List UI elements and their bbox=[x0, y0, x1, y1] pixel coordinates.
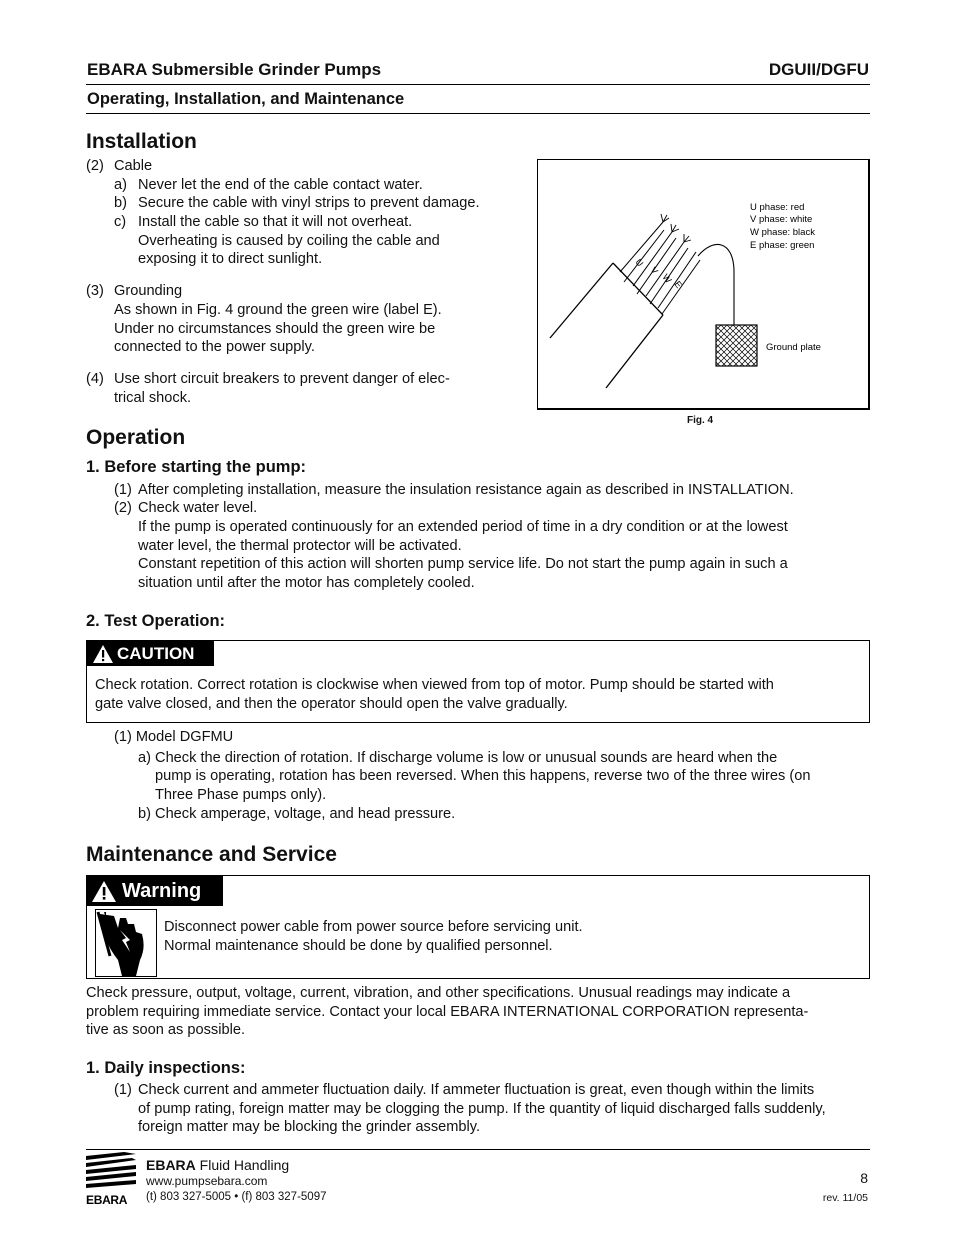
footer-phone: (t) 803 327-5005 • (f) 803 327-5097 bbox=[146, 1191, 327, 1203]
daily-item-text: Check current and ammeter fluctuation daily. If ammeter fluctuation is great, even though within the limits bbox=[138, 1082, 815, 1098]
maintenance-body: tive as soon as possible. bbox=[86, 1022, 245, 1038]
wire-label: E bbox=[672, 279, 685, 290]
wire-label: U bbox=[633, 257, 646, 269]
step1-item-number: (2) bbox=[114, 500, 132, 516]
cable-number: (2) bbox=[86, 158, 104, 174]
cable-item-text: Secure the cable with vinyl strips to prevent damage. bbox=[138, 195, 480, 211]
grounding-text: As shown in Fig. 4 ground the green wire (label E). bbox=[114, 302, 442, 318]
phase-label: E phase: green bbox=[750, 240, 815, 251]
step1-item-number: (1) bbox=[114, 482, 132, 498]
footer-brand-name: EBARA bbox=[146, 1157, 196, 1173]
caution-label: CAUTION bbox=[117, 643, 195, 663]
warning-triangle-icon bbox=[92, 644, 114, 664]
daily-item-text: of pump rating, foreign matter may be clogging the pump. If the quantity of liquid discharged falls suddenly, bbox=[138, 1101, 826, 1117]
caution-tag bbox=[87, 641, 214, 666]
phase-label: U phase: red bbox=[750, 202, 805, 213]
step1-continuation: water level, the thermal protector will be activated. bbox=[138, 538, 462, 554]
header-rule bbox=[86, 84, 870, 85]
grounding-number: (3) bbox=[86, 283, 104, 299]
installation-heading: Installation bbox=[86, 130, 197, 153]
maintenance-body: problem requiring immediate service. Contact your local EBARA INTERNATIONAL CORPORATION representa- bbox=[86, 1004, 809, 1020]
daily-item-number: (1) bbox=[114, 1082, 132, 1098]
cable-item-text: Never let the end of the cable contact water. bbox=[138, 177, 423, 193]
step1-item-text: Check water level. bbox=[138, 500, 258, 516]
cable-item-letter: a) bbox=[114, 177, 127, 193]
document-subtitle: Operating, Installation, and Maintenance bbox=[87, 90, 405, 108]
warning-triangle-icon bbox=[91, 880, 117, 903]
header-rule-2 bbox=[86, 113, 870, 114]
cable-item-letter: c) bbox=[114, 214, 127, 230]
model-code: DGUII/DGFU bbox=[768, 60, 869, 79]
model-b-text: b) Check amperage, voltage, and head pressure. bbox=[138, 806, 456, 822]
model-a-text: a) Check the direction of rotation. If discharge volume is low or unusual sounds are heard when the bbox=[138, 750, 778, 766]
model-line: (1) Model DGFMU bbox=[114, 729, 234, 745]
caution-text: Check rotation. Correct rotation is clockwise when viewed from top of motor. Pump should be started with bbox=[95, 677, 774, 693]
document-title: EBARA Submersible Grinder Pumps bbox=[87, 60, 382, 79]
ebara-logo bbox=[86, 1152, 136, 1206]
warning-label: Warning bbox=[122, 879, 202, 902]
breaker-text: trical shock. bbox=[114, 390, 192, 406]
cable-item-continuation: Overheating is caused by coiling the cable and bbox=[138, 233, 440, 249]
cable-item-text: Install the cable so that it will not overheat. bbox=[138, 214, 413, 230]
electric-hazard-icon bbox=[95, 909, 157, 977]
grounding-text: connected to the power supply. bbox=[114, 339, 315, 355]
grounding-text: Under no circumstances should the green wire be bbox=[114, 321, 436, 337]
footer-rule bbox=[86, 1149, 870, 1150]
step1-item-text: After completing installation, measure the insulation resistance again as described in INSTALLATION. bbox=[138, 482, 794, 498]
caution-text: gate valve closed, and then the operator should open the valve gradually. bbox=[95, 696, 568, 712]
breaker-number: (4) bbox=[86, 371, 104, 387]
cable-label: Cable bbox=[114, 158, 153, 174]
phase-label: W phase: black bbox=[750, 227, 815, 238]
step1-continuation: situation until after the motor has completely cooled. bbox=[138, 575, 475, 591]
daily-heading: 1. Daily inspections: bbox=[86, 1059, 246, 1077]
wire-label: W bbox=[660, 272, 674, 285]
model-a-text: pump is operating, rotation has been reversed. When this happens, reverse two of the three wires (on bbox=[155, 768, 811, 784]
phase-label: V phase: white bbox=[750, 214, 813, 225]
cable-item-continuation: exposing it to direct sunlight. bbox=[138, 251, 323, 267]
revision: rev. 11/05 bbox=[822, 1192, 868, 1204]
cable-item-letter: b) bbox=[114, 195, 127, 211]
ground-plate-label: Ground plate bbox=[766, 342, 821, 353]
logo-text: EBARA bbox=[86, 1193, 128, 1206]
grounding-label: Grounding bbox=[114, 283, 183, 299]
step1-continuation: Constant repetition of this action will shorten pump service life. Do not start the pump again in such a bbox=[138, 556, 788, 572]
model-a-text: Three Phase pumps only). bbox=[155, 787, 327, 803]
daily-item-text: foreign matter may be blocking the grinder assembly. bbox=[138, 1119, 481, 1135]
ground-plate bbox=[716, 325, 757, 366]
wire-label: V bbox=[648, 265, 661, 276]
footer-url[interactable]: www.pumpsebara.com bbox=[146, 1174, 268, 1188]
step2-heading: 2. Test Operation: bbox=[86, 612, 226, 630]
warning-text: Normal maintenance should be done by qualified personnel. bbox=[164, 938, 553, 954]
footer-brand-rest: Fluid Handling bbox=[195, 1157, 290, 1173]
maintenance-heading: Maintenance and Service bbox=[86, 843, 337, 866]
wiring-diagram bbox=[538, 160, 868, 408]
operation-heading: Operation bbox=[86, 426, 186, 449]
breaker-text: Use short circuit breakers to prevent danger of elec- bbox=[114, 371, 450, 387]
wiring-figure bbox=[537, 159, 870, 410]
figure-caption: Fig. 4 bbox=[687, 415, 714, 426]
warning-box bbox=[86, 875, 870, 979]
step1-continuation: If the pump is operated continuously for an extended period of time in a dry condition or at the lowest bbox=[138, 519, 788, 535]
maintenance-body: Check pressure, output, voltage, current, vibration, and other specifications. Unusual readings may indicate a bbox=[86, 985, 791, 1001]
warning-tag bbox=[87, 876, 223, 906]
footer-brand bbox=[146, 1157, 289, 1173]
caution-box bbox=[86, 640, 870, 723]
warning-text: Disconnect power cable from power source before servicing unit. bbox=[164, 919, 583, 935]
step1-heading: 1. Before starting the pump: bbox=[86, 458, 307, 476]
page-number: 8 bbox=[860, 1170, 868, 1186]
